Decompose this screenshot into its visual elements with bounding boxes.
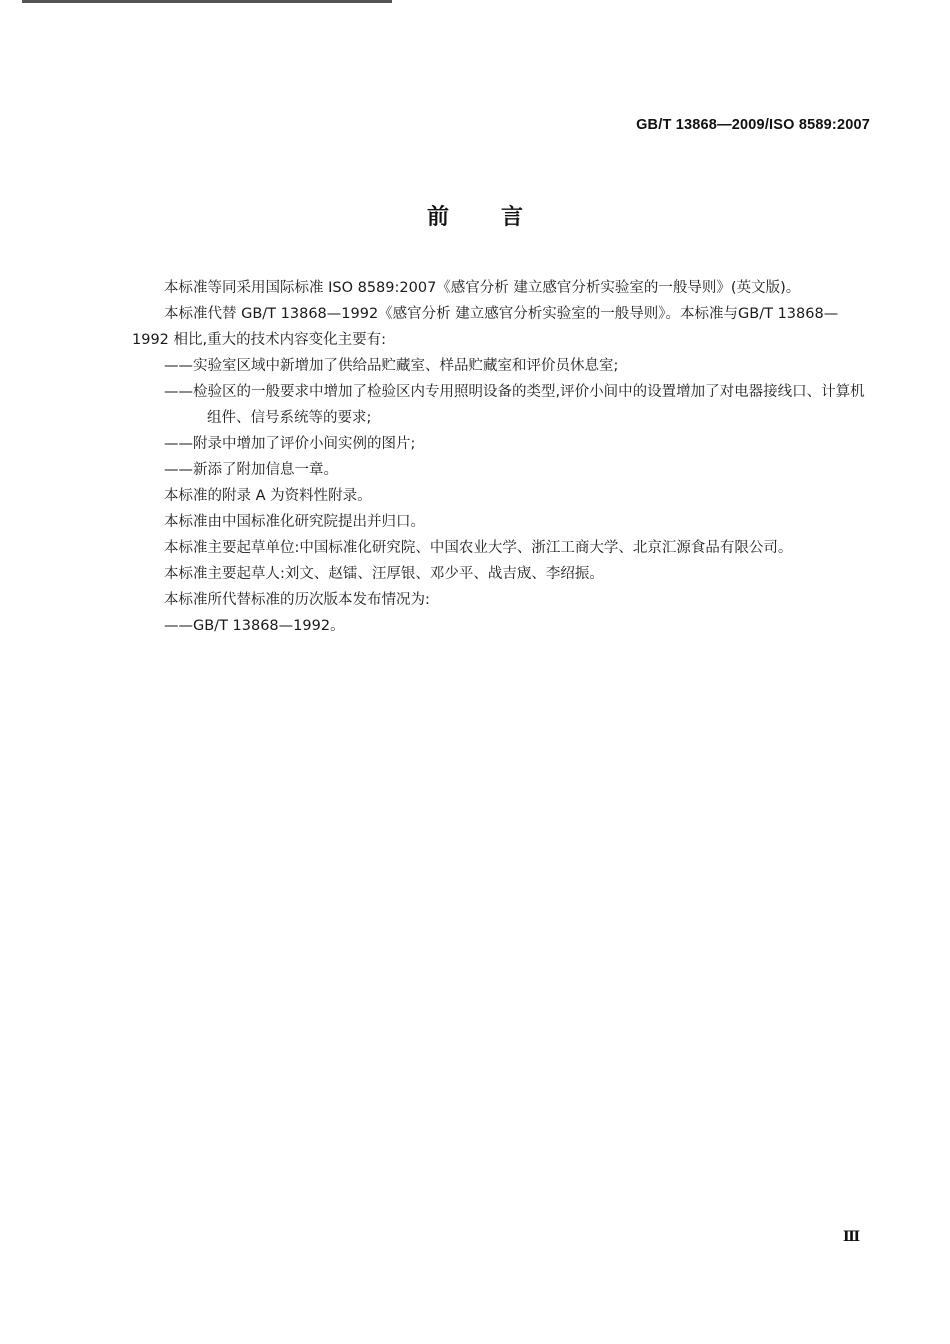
paragraph-proposer: 本标准由中国标准化研究院提出并归口。 (164, 514, 425, 530)
page-title (0, 200, 950, 231)
paragraph-annex: 本标准的附录 A 为资料性附录。 (164, 488, 372, 504)
paragraph-drafting-units: 本标准主要起草单位:中国标准化研究院、中国农业大学、浙江工商大学、北京汇源食品有限公司。 (164, 540, 793, 556)
title-char-2: 言 (501, 205, 524, 230)
paragraph-adoption: 本标准等同采用国际标准 ISO 8589:2007《感官分析 建立感官分析实验室的一般导则》(英文版)。 (164, 280, 801, 296)
change-item-4: ——新添了附加信息一章。 (164, 462, 338, 478)
paragraph-history: 本标准所代替标准的历次版本发布情况为: (164, 592, 430, 608)
standard-number: GB/T 13868—2009/ISO 8589:2007 (636, 117, 870, 133)
change-item-2: ——检验区的一般要求中增加了检验区内专用照明设备的类型,评价小间中的设置增加了对电器接线口、计算机组件、信号系统等的要求; (164, 384, 865, 426)
page-number: Ⅲ (842, 1230, 860, 1245)
title-char-1: 前 (426, 205, 449, 230)
change-item-1: ——实验室区域中新增加了供给品贮藏室、样品贮藏室和评价员休息室; (164, 358, 619, 374)
scan-edge-line (22, 0, 392, 3)
paragraph-drafters: 本标准主要起草人:刘文、赵镭、汪厚银、邓少平、战吉宬、李绍振。 (164, 566, 604, 582)
foreword-body (132, 275, 872, 639)
history-item: ——GB/T 13868—1992。 (164, 618, 345, 634)
change-item-3: ——附录中增加了评价小间实例的图片; (164, 436, 416, 452)
paragraph-replacement: 本标准代替 GB/T 13868—1992《感官分析 建立感官分析实验室的一般导则》。本标准与GB/T 13868—1992 相比,重大的技术内容变化主要有: (132, 306, 839, 348)
